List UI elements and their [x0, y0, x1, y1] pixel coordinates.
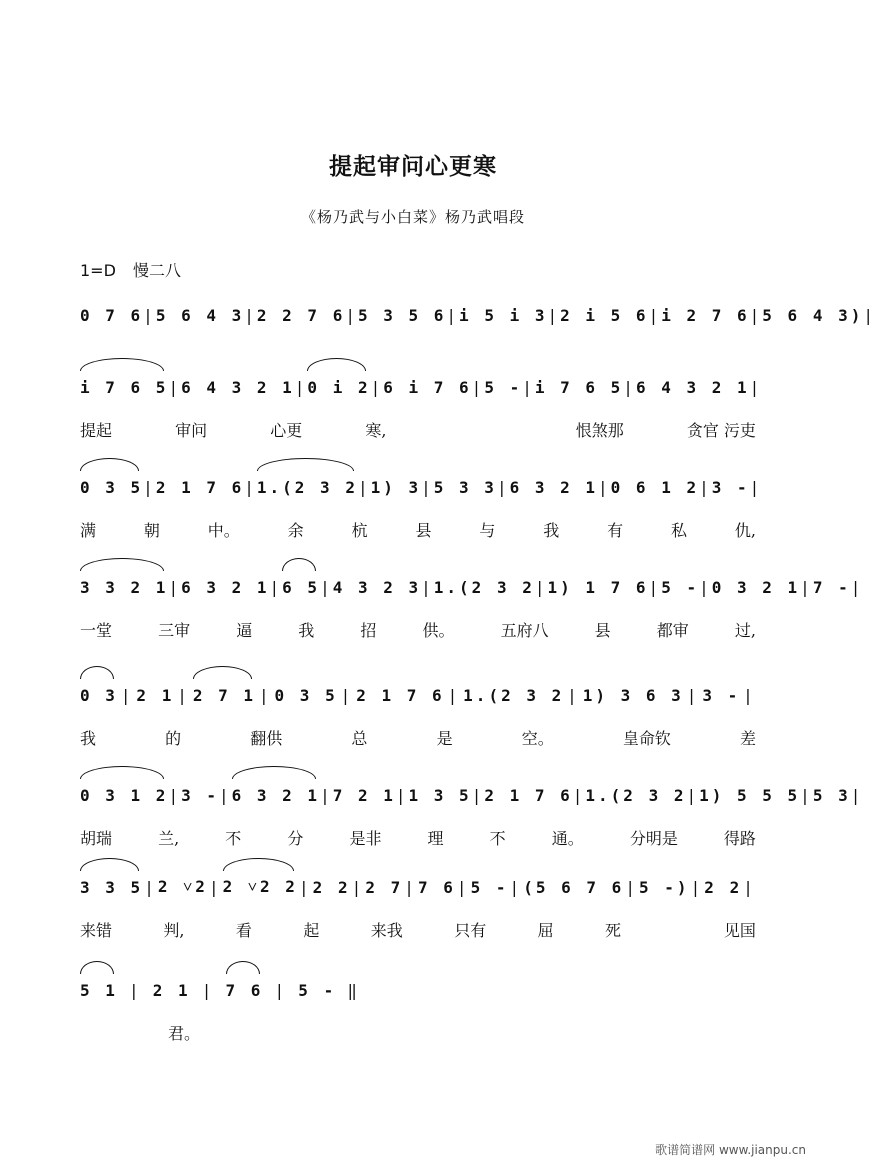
barline: | — [686, 685, 700, 705]
note-group: 2 1 — [152, 980, 191, 1000]
note-group: 2 2 — [704, 877, 743, 897]
lyric-word: 得路 — [723, 828, 756, 848]
lyric-word: 起 — [303, 920, 320, 940]
slur-arc — [80, 458, 139, 471]
lyric-word: 提起 — [80, 420, 113, 440]
note-group: i 2 7 6 — [661, 305, 750, 325]
note-group: 2 2 — [312, 877, 351, 897]
lyric-word: 余 — [287, 520, 304, 540]
note-group: 5 - — [298, 980, 337, 1000]
lyric-word: 总 — [351, 728, 368, 748]
note-group: 1.(2 3 2 — [585, 785, 687, 805]
slur-arc — [223, 858, 294, 871]
song-subtitle: 《杨乃武与小白菜》杨乃武唱段 — [300, 208, 525, 226]
note-group: 2 1 7 6 — [484, 785, 573, 805]
slur-arc — [80, 961, 114, 974]
note-group: 3 - — [181, 785, 219, 805]
lyric-row — [80, 616, 756, 642]
lyric-word: 来错 — [80, 920, 113, 940]
song-title: 提起审问心更寒 — [329, 153, 497, 180]
barline: | — [274, 980, 288, 1000]
note-group: 2 ˅2 2 — [222, 877, 298, 896]
lyric-word: 是非 — [349, 828, 382, 848]
note-group: i 5 i 3 — [459, 305, 548, 325]
note-group: 2 1 7 6 — [155, 477, 245, 497]
barline: | — [218, 785, 232, 805]
lyric-word: 理 — [427, 828, 444, 848]
note-group: 2 1 7 6 — [356, 685, 445, 705]
barline: | — [168, 377, 182, 397]
note-group: 1) 3 6 3 — [582, 685, 684, 705]
barline: | — [699, 477, 712, 497]
note-group: 0 3 5 — [80, 477, 144, 497]
note-group: 7 - — [812, 577, 851, 597]
lyric-word: 恨煞那 — [575, 420, 624, 440]
barline: | — [496, 477, 510, 497]
barline: | — [749, 477, 763, 497]
barline: | — [800, 785, 813, 805]
barline: | — [567, 685, 580, 705]
lyric-row — [80, 516, 756, 542]
note-group: 2 ˅2 — [157, 877, 208, 896]
barline: | — [471, 377, 485, 397]
barline: | — [340, 685, 354, 705]
note-group: 3 - — [711, 477, 750, 497]
barline: | — [357, 477, 371, 497]
barline: | — [143, 305, 156, 325]
note-group: 0 6 1 2 — [610, 477, 700, 497]
slur-arc — [80, 666, 114, 679]
notation-row — [80, 872, 756, 902]
tempo-label: 慢二八 — [133, 261, 182, 280]
lyric-word: 皇命钦 — [622, 728, 671, 748]
barline: | — [201, 980, 215, 1000]
note-group: 6 5 — [282, 577, 321, 597]
lyric-word: 胡瑞 — [80, 828, 113, 848]
note-group: 1.(2 3 2 — [463, 685, 565, 705]
lyric-word: 县 — [415, 520, 432, 540]
lyric-word: 差 — [739, 728, 756, 748]
note-group: 0 7 6 — [80, 305, 144, 325]
lyric-word: 见国 — [723, 920, 756, 940]
barline: | — [509, 877, 523, 897]
note-group: 0 i 2 — [307, 377, 371, 397]
note-group: 1 3 5 — [408, 785, 472, 805]
barline: | — [120, 685, 134, 705]
lyric-word: 招 — [360, 620, 377, 640]
slur-arc — [226, 961, 260, 974]
key-label: 1=D — [80, 261, 116, 280]
lyric-word: 五府八 — [500, 620, 549, 640]
note-group: i 7 6 5 — [80, 377, 169, 397]
lyric-word: 君。 — [167, 1023, 200, 1043]
barline: | — [625, 877, 638, 897]
lyric-word: 有 — [607, 520, 624, 540]
note-group: 5 1 — [80, 980, 118, 1000]
note-group: 0 3 5 — [274, 685, 338, 705]
lyric-word: 我 — [298, 620, 315, 640]
note-group: 1) 5 5 5 — [699, 785, 801, 805]
barline: | — [749, 377, 763, 397]
lyric-word: 屈 — [537, 920, 554, 940]
lyric-word: 只有 — [454, 920, 487, 940]
barline: | — [143, 477, 156, 497]
note-group: 6 3 2 1 — [509, 477, 599, 497]
lyric-word: 翻供 — [250, 728, 283, 748]
slur-arc — [80, 858, 139, 871]
lyric-row — [80, 824, 756, 850]
lyric-word: 来我 — [370, 920, 403, 940]
barline: | — [686, 785, 700, 805]
barline: | — [144, 877, 157, 897]
lyric-word: 不 — [489, 828, 506, 848]
lyric-word: 寒, — [365, 420, 387, 440]
lyric-row — [80, 1019, 200, 1045]
slur-arc — [232, 766, 316, 779]
note-group: 0 3 2 1 — [711, 577, 801, 597]
note-group: 5 - — [470, 877, 509, 897]
slur-arc — [257, 458, 354, 471]
barline: | — [298, 877, 312, 897]
slur-arc — [80, 358, 164, 371]
lyric-word: 分明是 — [629, 828, 678, 848]
note-group: 6 3 2 1 — [231, 785, 321, 805]
barline: | — [572, 785, 586, 805]
lyric-word: 过, — [734, 620, 756, 640]
lyric-word: 心更 — [270, 420, 303, 440]
barline: | — [743, 877, 756, 897]
lyric-word: 审问 — [175, 420, 208, 440]
barline: | — [471, 785, 485, 805]
barline: | — [743, 685, 756, 705]
barline: | — [850, 577, 864, 597]
barline: | — [269, 577, 283, 597]
note-group: 2 2 7 6 — [256, 305, 346, 325]
barline: | — [404, 877, 417, 897]
lyric-word: 与 — [479, 520, 496, 540]
barline: | — [168, 785, 182, 805]
note-group: 2 7 — [365, 877, 404, 897]
barline: | — [421, 477, 434, 497]
note-group: 5 -) — [639, 877, 690, 897]
note-group: 1) 1 7 6 — [547, 577, 649, 597]
lyric-word: 我 — [80, 728, 97, 748]
note-group: 2 7 1 — [192, 685, 257, 705]
notation-row — [80, 572, 864, 602]
barline: | — [129, 980, 142, 1000]
barline: | — [294, 377, 308, 397]
lyric-word: 中。 — [207, 520, 240, 540]
barline: | — [351, 877, 365, 897]
barline: | — [320, 785, 333, 805]
note-group: 6 3 2 1 — [181, 577, 270, 597]
barline: | — [547, 305, 561, 325]
key-signature — [80, 258, 181, 281]
lyric-word: 我 — [543, 520, 560, 540]
lyric-word: 贪官 污吏 — [686, 420, 756, 440]
slur-arc — [80, 766, 164, 779]
barline: | — [446, 305, 460, 325]
note-group: 1) 3 — [370, 477, 422, 497]
barline: | — [749, 305, 763, 325]
barline: | — [648, 305, 662, 325]
lyric-word: 仇, — [734, 520, 756, 540]
lyric-word: 通。 — [551, 828, 584, 848]
note-group: 1.(2 3 2 — [256, 477, 358, 497]
note-group: 5 3 — [812, 785, 851, 805]
lyric-word: 满 — [80, 520, 97, 540]
note-group: 7 6 — [417, 877, 456, 897]
barline: | — [648, 577, 662, 597]
slur-arc — [282, 558, 316, 571]
note-group: 3 3 2 1 — [80, 577, 169, 597]
barline: | — [244, 477, 257, 497]
lyric-word: 朝 — [143, 520, 160, 540]
lyric-word: 不 — [225, 828, 242, 848]
barline: | — [395, 785, 409, 805]
barline: | — [370, 377, 384, 397]
notation-row — [80, 372, 763, 402]
note-group: 0 3 1 2 — [80, 785, 169, 805]
note-group: 3 3 5 — [80, 877, 144, 897]
lyric-word: 私 — [671, 520, 688, 540]
lyric-word: 判, — [163, 920, 185, 940]
note-group: 3 - — [702, 685, 741, 705]
barline: | — [208, 877, 222, 897]
note-group: (5 6 7 6 — [523, 877, 625, 897]
note-group: 6 i 7 6 — [383, 377, 472, 397]
note-group: 6 4 3 2 1 — [635, 377, 750, 397]
barline: | — [699, 577, 712, 597]
note-group: 5 3 3 — [433, 477, 497, 497]
lyric-row — [80, 416, 756, 442]
barline: | — [177, 685, 190, 705]
lyric-word: 看 — [235, 920, 252, 940]
barline: | — [623, 377, 636, 397]
lyric-word: 杭 — [351, 520, 368, 540]
lyric-word: 一堂 — [80, 620, 113, 640]
barline: | — [168, 577, 182, 597]
lyric-word: 供。 — [422, 620, 455, 640]
barline: | — [456, 877, 470, 897]
notation-row — [80, 780, 864, 810]
barline: | — [800, 577, 813, 597]
note-group: 5 - — [661, 577, 700, 597]
barline: | — [421, 577, 434, 597]
lyric-word: 县 — [594, 620, 611, 640]
note-group: 5 3 5 6 — [357, 305, 447, 325]
lyric-word: 的 — [165, 728, 182, 748]
note-group: 5 6 4 3) — [762, 305, 864, 325]
lyric-word: 分 — [287, 828, 304, 848]
note-group: 4 3 2 3 — [332, 577, 422, 597]
notation-row — [80, 300, 876, 330]
lyric-word: 是 — [436, 728, 453, 748]
slur-arc — [193, 666, 252, 679]
note-group: 6 4 3 2 1 — [181, 377, 295, 397]
lyric-word: 三审 — [158, 620, 191, 640]
note-group: 5 - — [484, 377, 523, 397]
barline: | — [244, 305, 257, 325]
barline: | — [690, 877, 704, 897]
barline: | — [522, 377, 535, 397]
lyric-word: 空。 — [521, 728, 554, 748]
barline: | — [598, 477, 611, 497]
lyric-row — [80, 916, 756, 942]
notation-row — [80, 680, 756, 710]
note-group: 7 6 — [225, 980, 264, 1000]
note-group: 2 1 — [136, 685, 175, 705]
site-watermark: 歌谱简谱网 www.jianpu.cn — [655, 1143, 806, 1157]
note-group: i 7 6 5 — [534, 377, 624, 397]
lyric-word: 兰, — [158, 828, 180, 848]
barline: | — [447, 685, 461, 705]
note-group: 0 3 — [80, 685, 118, 705]
barline: ‖ — [347, 980, 360, 1000]
barline: | — [534, 577, 548, 597]
note-group: 7 2 1 — [332, 785, 396, 805]
lyric-word: 都审 — [656, 620, 689, 640]
slur-arc — [80, 558, 164, 571]
note-group: 1.(2 3 2 — [433, 577, 535, 597]
barline: | — [863, 305, 876, 325]
note-group: 5 6 4 3 — [155, 305, 245, 325]
barline: | — [345, 305, 358, 325]
barline: | — [258, 685, 272, 705]
barline: | — [320, 577, 333, 597]
lyric-word: 逼 — [236, 620, 253, 640]
notation-row — [80, 472, 763, 502]
barline: | — [850, 785, 864, 805]
slur-arc — [307, 358, 366, 371]
note-group: 2 i 5 6 — [560, 305, 649, 325]
lyric-word: 死 — [605, 920, 622, 940]
notation-row — [80, 975, 360, 1005]
lyric-row — [80, 724, 756, 750]
